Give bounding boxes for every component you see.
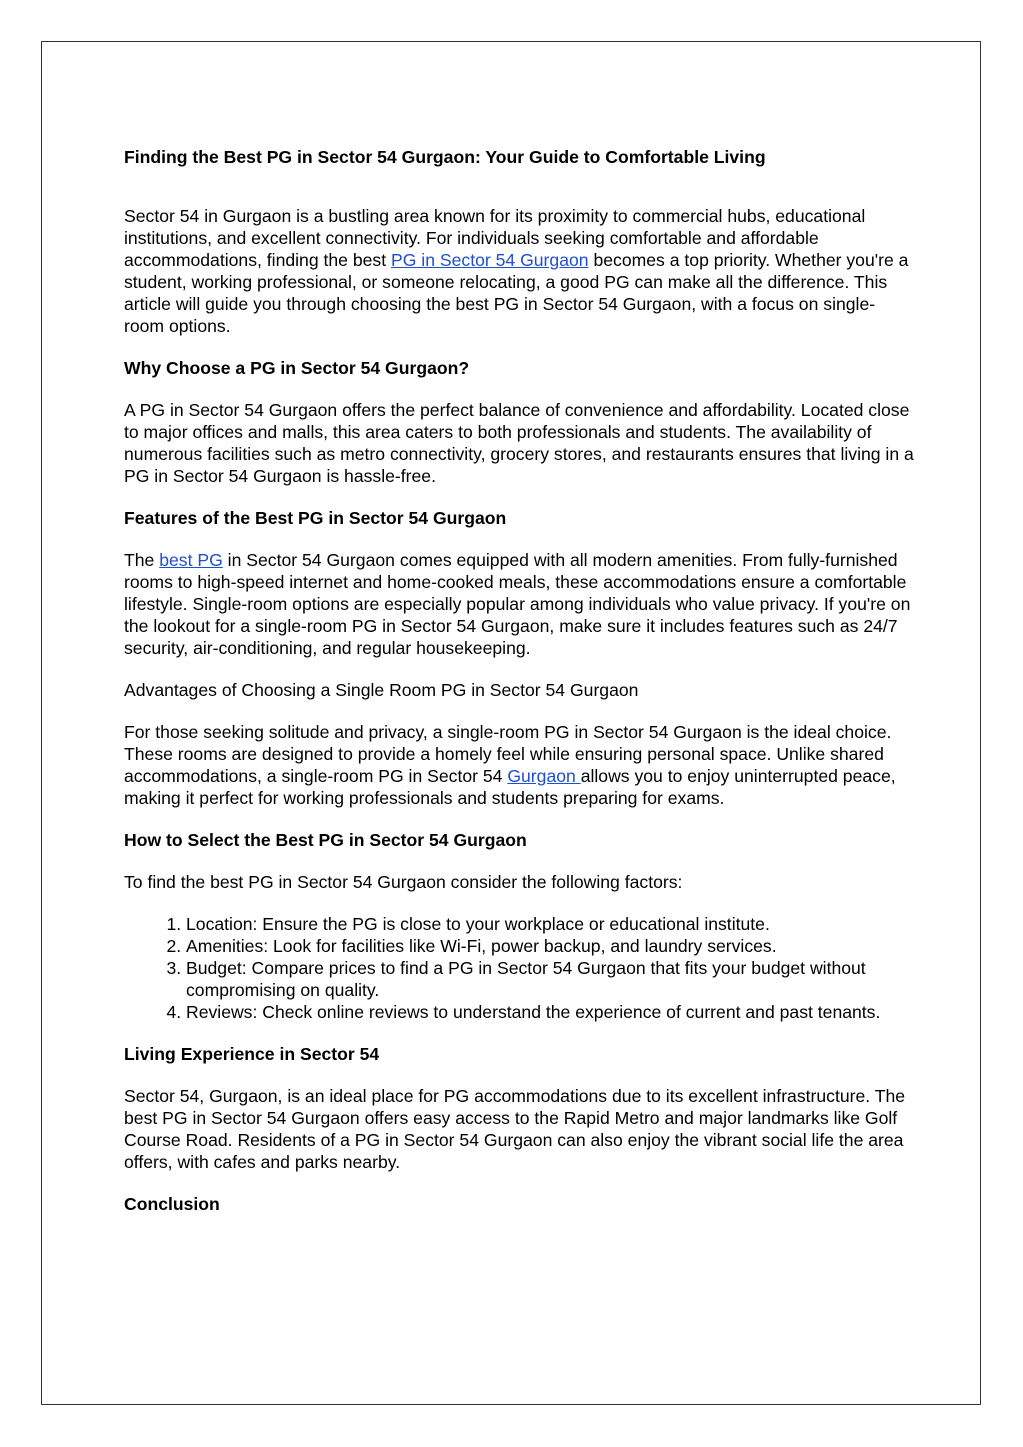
list-item: 3. Budget: Compare prices to find a PG in Sector 54 Gurgaon that fits your budget without compromising on quality. xyxy=(186,957,914,1001)
select-intro: To find the best PG in Sector 54 Gurgaon consider the following factors: xyxy=(124,872,683,892)
pg-sector-54-link[interactable]: PG in Sector 54 Gurgaon xyxy=(391,250,589,270)
why-paragraph: A PG in Sector 54 Gurgaon offers the perfect balance of convenience and affordability. Located close to major offices and malls, this area caters to both professionals and students. The availability of numerous facilities such as metro connectivity, grocery stores, and restaurants ensures that living in a PG in Sector 54 Gurgaon is hassle-free. xyxy=(124,400,914,486)
living-paragraph: Sector 54, Gurgaon, is an ideal place for PG accommodations due to its excellent infrastructure. The best PG in Sector 54 Gurgaon offers easy access to the Rapid Metro and major landmarks like Golf Course Road. Residents of a PG in Sector 54 Gurgaon can also enjoy the vibrant social life the area offers, with cafes and parks nearby. xyxy=(124,1086,906,1172)
list-item: 4. Reviews: Check online reviews to understand the experience of current and past tenants. xyxy=(186,1001,914,1023)
intro-paragraph: Sector 54 in Gurgaon is a bustling area known for its proximity to commercial hubs, educational institutions, and excellent connectivity. For individuals seeking comfortable and affordable accommodations, finding the best PG in Sector 54 Gurgaon becomes a top priority. Whether you're a student, working professional, or someone relocating, a good PG can make all the difference. This article will guide you through choosing the best PG in Sector 54 Gurgaon, with a focus on single-room options. xyxy=(124,206,909,336)
features-paragraph: The best PG in Sector 54 Gurgaon comes equipped with all modern amenities. From fully-furnished rooms to high-speed internet and home-cooked meals, these accommodations ensure a comfortable lifestyle. Single-room options are especially popular among individuals who value privacy. If you're on the lookout for a single-room PG in Sector 54 Gurgaon, make sure it includes features such as 24/7 security, air-conditioning, and regular housekeeping. xyxy=(124,550,911,658)
advantages-heading: Advantages of Choosing a Single Room PG in Sector 54 Gurgaon xyxy=(124,680,639,700)
living-heading: Living Experience in Sector 54 xyxy=(124,1044,380,1064)
document-title: Finding the Best PG in Sector 54 Gurgaon: Your Guide to Comfortable Living xyxy=(124,147,766,167)
best-pg-link[interactable]: best PG xyxy=(159,550,223,570)
list-item: 2. Amenities: Look for facilities like Wi-Fi, power backup, and laundry services. xyxy=(186,935,914,957)
advantages-paragraph: For those seeking solitude and privacy, a single-room PG in Sector 54 Gurgaon is the ideal choice. These rooms are designed to provide a homely feel while ensuring personal space. Unlike shared accommodations, a single-room PG in Sector 54 Gurgaon allows you to enjoy uninterrupted peace, making it perfect for working professionals and students preparing for exams. xyxy=(124,722,896,808)
select-heading: How to Select the Best PG in Sector 54 Gurgaon xyxy=(124,830,527,850)
conclusion-heading: Conclusion xyxy=(124,1194,220,1214)
why-heading: Why Choose a PG in Sector 54 Gurgaon? xyxy=(124,358,470,378)
list-item: 1. Location: Ensure the PG is close to your workplace or educational institute. xyxy=(186,913,914,935)
document-body xyxy=(124,146,914,1215)
factors-list xyxy=(124,913,914,1023)
features-heading: Features of the Best PG in Sector 54 Gurgaon xyxy=(124,508,507,528)
gurgaon-link[interactable]: Gurgaon xyxy=(507,766,581,786)
